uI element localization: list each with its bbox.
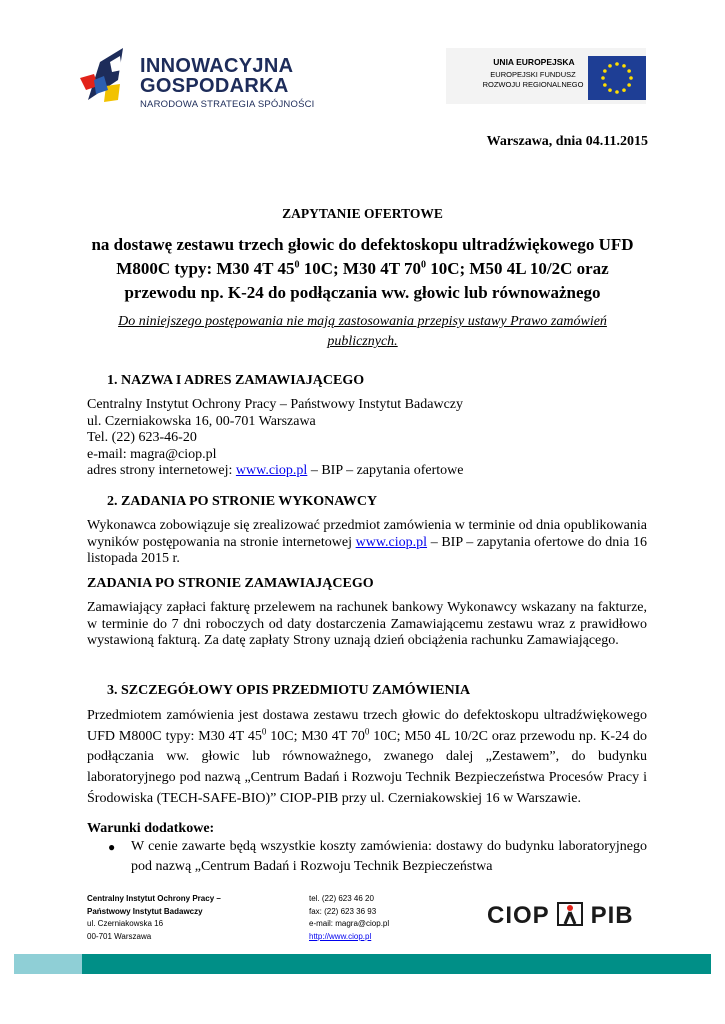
eu-star-icon	[608, 88, 612, 92]
eu-star-icon	[601, 76, 605, 80]
footer-org-line2: Państwowy Instytut Badawczy	[87, 906, 203, 916]
section2-text-post: – BIP – zapytania ofertowe do dnia 16 listopada 2015 r.	[87, 534, 647, 566]
eu-star-icon	[627, 69, 631, 73]
eu-star-icon	[603, 83, 607, 87]
eu-star-icon	[608, 64, 612, 68]
ciop-website-link-2[interactable]: www.ciop.pl	[355, 534, 428, 550]
title-part2: M800C typy: M30 4T 45	[116, 259, 295, 278]
title-degree1: 0	[294, 259, 300, 271]
eu-flag-icon	[588, 56, 646, 100]
ciop-pib-logo	[487, 902, 634, 930]
eu-logo-line1: UNIA EUROPEJSKA	[493, 57, 575, 67]
eu-logo-line2: EUROPEJSKI FUNDUSZ	[490, 70, 576, 79]
address-line-street: ul. Czerniakowska 16, 00-701 Warszawa	[87, 413, 316, 429]
footer-fax: fax: (22) 623 36 93	[309, 906, 377, 916]
address-line-phone: Tel. (22) 623-46-20	[87, 430, 197, 445]
bullet-icon: ●	[108, 840, 116, 854]
footer-email: e-mail: magra@ciop.pl	[309, 919, 390, 928]
document-title	[60, 233, 665, 305]
section2-body	[87, 518, 647, 568]
ciop-logo-figure-icon	[557, 902, 583, 926]
footer-city: 00-701 Warszawa	[87, 931, 152, 941]
eu-logo-lines	[468, 70, 598, 90]
title-part1: na dostawę zestawu trzech głowic do defektoskopu ultradźwiękowego UFD	[91, 235, 634, 254]
document-type: ZAPYTANIE OFERTOWE	[282, 206, 443, 221]
footer-bar-teal	[82, 954, 711, 974]
title-part3: 10C; M30 4T 70	[299, 259, 421, 278]
eu-star-icon	[622, 64, 626, 68]
section3-text2: 10C; M30 4T 70	[266, 728, 365, 744]
website-suffix: – BIP – zapytania ofertowe	[307, 463, 464, 478]
section3-degree2: 0	[364, 726, 370, 737]
footer-website-link[interactable]: http://www.ciop.pl	[309, 931, 372, 941]
logo-ig-line1: INNOWACYJNA	[140, 55, 294, 77]
title-degree2: 0	[420, 259, 426, 271]
eu-star-icon	[615, 90, 619, 94]
conditions-heading: Warunki dodatkowe:	[87, 821, 215, 836]
eu-star-icon	[615, 62, 619, 66]
eu-star-icon	[627, 83, 631, 87]
title-part4: 10C; M50 4L 10/2C oraz	[425, 259, 609, 278]
title-part5: przewodu np. K-24 do podłączania ww. głowic lub równoważnego	[124, 283, 601, 302]
logo-ig-line2: GOSPODARKA	[140, 75, 289, 97]
section2-text-pre: Wykonawca zobowiązuje się zrealizować przedmiot zamówienia w terminie od dnia opublikowania wyników postępowania na stronie internetowej	[87, 518, 647, 550]
section3-heading: 3. SZCZEGÓŁOWY OPIS PRZEDMIOTU ZAMÓWIENIA	[107, 683, 471, 698]
ciop-website-link[interactable]: www.ciop.pl	[235, 463, 308, 478]
section3-degree1: 0	[261, 726, 267, 737]
eu-logo-line3: ROZWOJU REGIONALNEGO	[482, 80, 584, 89]
section1-heading: 1. NAZWA I ADRES ZAMAWIAJĄCEGO	[107, 373, 365, 388]
address-line-email: e-mail: magra@ciop.pl	[87, 446, 217, 462]
section2b-body: Zamawiający zapłaci fakturę przelewem na rachunek bankowy Wykonawcy wskazany na fakturze, w terminie do 7 dni roboczych od daty dostarczenia Zamawiającemu zestawu wraz z prawidłowo wystawioną fakturą. Za datę zapłaty Strony uznają dzień obciążenia rachunku Zamawiającego.	[87, 600, 647, 648]
footer-address	[87, 893, 221, 943]
section1-body	[87, 397, 647, 480]
eu-star-icon	[603, 69, 607, 73]
legal-note: Do niniejszego postępowania nie mają zastosowania przepisy ustawy Prawo zamówień publicznych.	[118, 314, 607, 349]
document-date: Warszawa, dnia 04.11.2015	[486, 134, 648, 149]
footer-contact	[309, 893, 389, 943]
address-line-website	[87, 463, 647, 480]
section2-heading: 2. ZADANIA PO STRONIE WYKONAWCY	[107, 494, 378, 509]
section3-text3: 10C; M50 4L 10/2C oraz przewodu np. K-24 do podłączania ww. głowic lub równoważnego, zwanego dalej „Zestawem”, do budynku laboratoryjnego pod nazwą „Centrum Badań i Rozwoju Technik Bezpieczeństwa Procesów Pracy i Środowiska (TECH-SAFE-BIO)” CIOP-PIB przy ul. Czerniakowskiej 16 w Warszawie.	[87, 728, 647, 806]
footer-bar-light	[14, 954, 82, 974]
section2b-heading: ZADANIA PO STRONIE ZAMAWIAJĄCEGO	[87, 576, 374, 591]
condition-item: W cenie zawarte będą wszystkie koszty zamówienia: dostawy do budynku laboratoryjnego pod nazwą „Centrum Badań i Rozwoju Technik Bezpieczeństwa	[131, 839, 647, 874]
footer-street: ul. Czerniakowska 16	[87, 919, 164, 928]
section3-text1: Przedmiotem zamówienia jest dostawa zestawu trzech głowic do defektoskopu ultradźwiękowego UFD M800C typy: M30 4T 45	[87, 708, 647, 744]
footer-org-line1: Centralny Instytut Ochrony Pracy –	[87, 894, 221, 903]
address-line-name: Centralny Instytut Ochrony Pracy – Państwowy Instytut Badawczy	[87, 397, 463, 412]
ciop-logo-text: CIOP	[487, 902, 550, 929]
eu-star-icon	[622, 88, 626, 92]
logo-ig-line3: NARODOWA STRATEGIA SPÓJNOŚCI	[140, 99, 315, 110]
eu-star-icon	[629, 76, 633, 80]
pib-logo-text: PIB	[590, 902, 634, 929]
website-label: adres strony internetowej:	[87, 463, 236, 478]
footer-phone: tel. (22) 623 46 20	[309, 894, 374, 903]
section3-body	[87, 706, 647, 810]
